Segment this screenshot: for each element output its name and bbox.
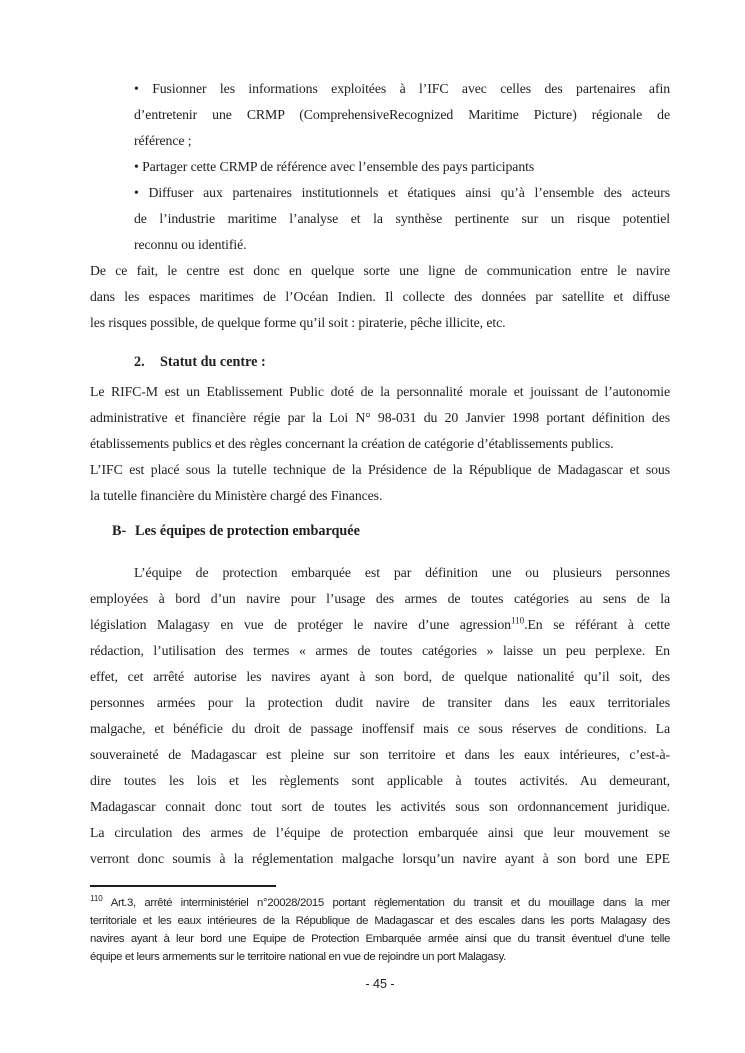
text-line: • Partager cette CRMP de référence avec l’ensemble des pays participants (134, 159, 535, 174)
footnote-line (90, 894, 670, 912)
text-line: Le RIFC-M est un Etablissement Public doté de la personnalité morale et jouissant de l’autonomie (90, 384, 670, 399)
footnote-line: équipe et leurs armements sur le territoire national en vue de rejoindre un port Malagasy. (90, 951, 506, 963)
text-line: rédaction, l’utilisation des termes « armes de toutes catégories » laisse un peu perplexe. En (90, 643, 670, 658)
bullet-item (134, 180, 670, 258)
text-line: établissements publics et des règles concernant la création de catégorie d’établissements publics. (90, 436, 614, 451)
footnote (90, 894, 670, 966)
text-line: effet, cet arrêté autorise les navires ayant à son bord, de quelque nationalité qu’il soit, des (90, 669, 670, 684)
paragraph-centre (90, 258, 670, 336)
heading-label: Les équipes de protection embarquée (135, 523, 360, 539)
text-line: souveraineté de Madagascar est pleine sur son territoire et dans les eaux intérieures, c’est-à- (90, 747, 670, 762)
text-line: L’IFC est placé sous la tutelle technique de la Présidence de la République de Madagascar et sous (90, 462, 670, 477)
paragraph-statut (90, 379, 670, 457)
text-line: • Diffuser aux partenaires institutionnels et étatiques ainsi qu’à l’ensemble des acteurs (134, 185, 670, 200)
footnote-reference: 110 (510, 615, 525, 626)
heading-number: 2. (134, 354, 145, 370)
text-line (90, 612, 670, 638)
text-line: d’entretenir une CRMP (ComprehensiveRecognized Maritime Picture) régionale de (134, 107, 670, 122)
text-line: Madagascar connait donc tout sort de toutes les activités sous son ordonnancement juridique. (90, 799, 670, 814)
bullet-item (134, 76, 670, 154)
text-line: de l’industrie maritime l’analyse et la synthèse pertinente sur un risque potentiel (134, 211, 670, 226)
text-line: la tutelle financière du Ministère chargé des Finances. (90, 488, 383, 503)
text-line: L’équipe de protection embarquée est par définition une ou plusieurs personnes (134, 565, 670, 580)
text-line: référence ; (134, 133, 192, 148)
text-segment: Art.3, arrêté interministériel n°20028/2015 portant règlementation du transit et du mouillage dans la mer (110, 897, 670, 909)
text-line: personnes armées pour la protection dudit navire de transiter dans les eaux territoriales (90, 695, 670, 710)
section-heading-statut (134, 349, 670, 375)
text-line: dire toutes les lois et les règlements sont applicable à toutes activités. Au demeurant, (90, 773, 670, 788)
footnote-line: navires ayant à leur bord une Equipe de Protection Embarquée armée ainsi que du transit éventuel d’une telle (90, 933, 670, 945)
footnote-line: territoriale et les eaux intérieures de la République de Madagascar et des escales dans les ports Malagasy des (90, 915, 670, 927)
section-heading-epe (112, 518, 670, 544)
heading-letter: B- (112, 523, 127, 539)
text-line: La circulation des armes de l’équipe de protection embarquée ainsi que leur mouvement se (90, 825, 670, 840)
bullet-list (134, 76, 670, 258)
paragraph-ifc (90, 457, 670, 509)
text-line: verront donc soumis à la réglementation malgache lorsqu’un navire ayant à son bord une EPE (90, 851, 670, 866)
text-segment: .En se référant à cette (524, 617, 670, 632)
paragraph-epe (90, 560, 670, 872)
text-line: employées à bord d’un navire pour l’usage des armes de toutes catégories au sens de la (90, 591, 670, 606)
bullet-item (134, 154, 670, 180)
text-line: administrative et financière régie par la Loi N° 98-031 du 20 Janvier 1998 portant définition des (90, 410, 670, 425)
page-number: - 45 - (365, 977, 395, 991)
text-line: dans les espaces maritimes de l’Océan Indien. Il collecte des données par satellite et diffuse (90, 289, 670, 304)
footnote-number: 110 (90, 894, 103, 904)
text-segment: législation Malagasy en vue de protéger le navire d’une agression (90, 617, 511, 632)
text-line: les risques possible, de quelque forme qu’il soit : piraterie, pêche illicite, etc. (90, 315, 506, 330)
text-line: • Fusionner les informations exploitées à l’IFC avec celles des partenaires afin (134, 81, 670, 96)
heading-label: Statut du centre : (160, 354, 266, 370)
text-line: De ce fait, le centre est donc en quelque sorte une ligne de communication entre le navire (90, 263, 670, 278)
text-line: malgache, et bénéficie du droit de passage inoffensif mais ce sous réserves de conditions. La (90, 721, 670, 736)
footnote-separator (90, 885, 276, 887)
text-line: reconnu ou identifié. (134, 237, 247, 252)
